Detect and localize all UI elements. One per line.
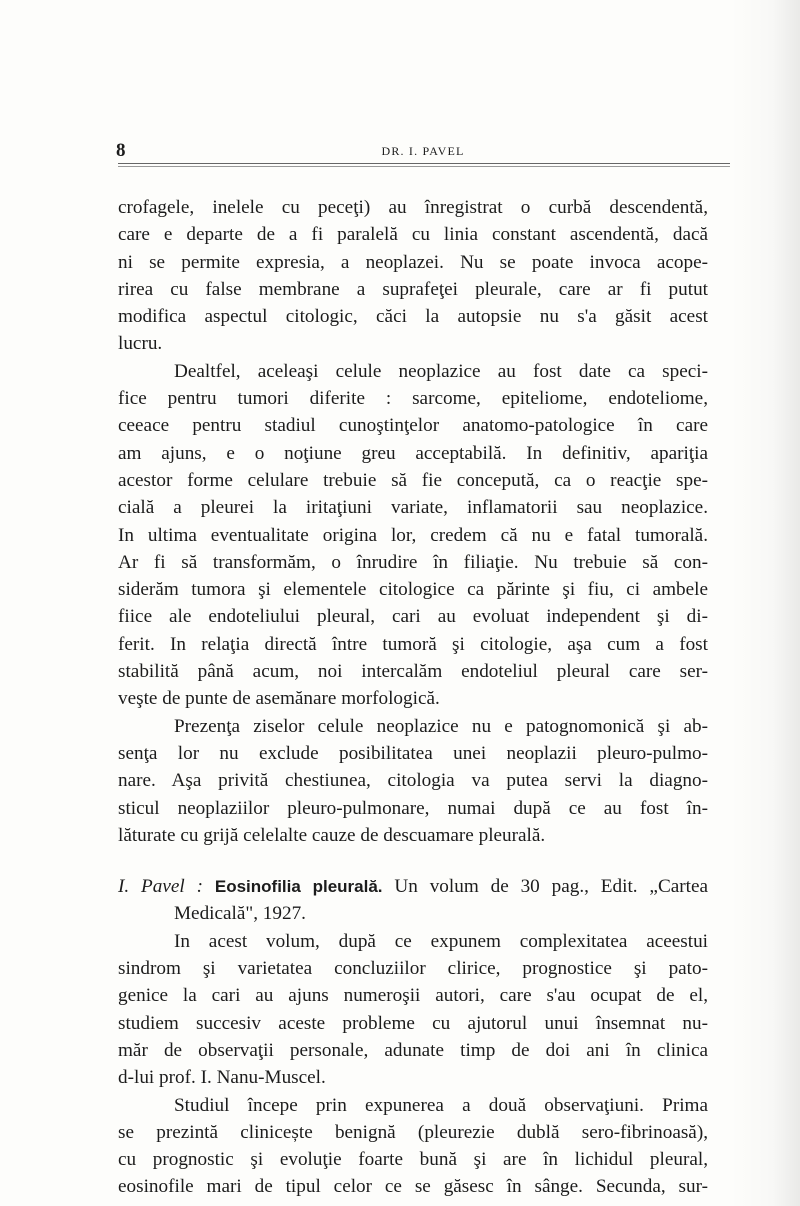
text-line: Dealtfel, aceleaşi celule neoplazice au fost date ca speci- <box>174 360 708 382</box>
text-line: sindrom şi varietatea concluziilor clirice, prognostice şi pato- <box>118 958 708 980</box>
reference-line-2: Medicală", 1927. <box>174 903 306 925</box>
text-line: cială a pleurei la iritaţiuni variate, inflamatorii sau neoplazice. <box>118 497 708 519</box>
text-line: ferit. In relaţia directă între tumoră şi citologie, aşa cum a fost <box>118 633 708 655</box>
text-line: stabilită până acum, noi intercalăm endoteliul pleural care ser- <box>118 661 708 683</box>
text-line: nare. Aşa privită chestiunea, citologia va putea servi la diagno- <box>118 770 708 792</box>
paragraph-2 <box>118 358 708 713</box>
text-line: ceeace pentru stadiul cunoştinţelor anatomo-patologice în care <box>118 415 708 437</box>
reference-title: Eosinofilia pleurală. <box>214 877 383 897</box>
paragraph-1 <box>118 194 708 358</box>
section-gap <box>118 849 708 873</box>
text-line: sticul neoplaziilor pleuro-pulmonare, numai după ce au fost în- <box>118 797 708 819</box>
text-line: In acest volum, după ce expunem complexitatea aceestui <box>174 930 708 952</box>
paragraph-3 <box>118 713 708 849</box>
reference-author: I. Pavel : <box>118 876 203 898</box>
text-line: genice la cari au ajuns numeroşii autori, care s'au ocupat de el, <box>118 985 708 1007</box>
text-line: studiem succesiv aceste probleme cu ajutorul unui însemnat nu- <box>118 1012 708 1034</box>
text-line: Prezenţa ziselor celule neoplazice nu e patognomonică şi ab- <box>174 715 708 737</box>
text-line: Studiul începe prin expunerea a două observaţiuni. Prima <box>174 1094 708 1116</box>
text-line: am ajuns, e o noţiune greu acceptabilă. In definitiv, apariţia <box>118 442 708 464</box>
text-line: d-lui prof. I. Nanu-Muscel. <box>118 1067 326 1089</box>
paragraph-5 <box>118 1092 708 1201</box>
text-line: care e departe de a fi paralelă cu linia constant ascendentă, dacă <box>118 224 708 246</box>
text-line: senţa lor nu exclude posibilitatea unei neoplazii pleuro-pulmo- <box>118 742 708 764</box>
body-text <box>118 194 708 1201</box>
header-rule <box>118 163 730 164</box>
text-line: crofagele, inelele cu peceţi) au înregistrat o curbă descendentă, <box>118 197 708 218</box>
text-line: veşte de punte de asemănare morfologică. <box>118 688 440 710</box>
text-line: măr de observaţii personale, adunate timp de doi ani în clinica <box>118 1039 708 1061</box>
text-line: lăturate cu grijă celelalte cauze de descuamare pleurală. <box>118 824 546 846</box>
text-line: In ultima eventualitate origina lor, credem că nu e fatal tumorală. <box>118 524 708 546</box>
paragraph-4 <box>118 928 708 1092</box>
text-line: rirea cu false membrane a suprafeţei pleurale, care ar fi putut <box>118 278 708 300</box>
text-line: modifica aspectul citologic, căci la autopsie nu s'a găsit acest <box>118 306 708 328</box>
page-header <box>116 140 730 160</box>
text-line: acestor forme celulare trebuie să fie concepută, ca o reacţie spe- <box>118 469 708 491</box>
page-edge-shadow <box>730 0 800 1206</box>
text-line: Ar fi să transformăm, o înrudire în filiaţie. Nu trebuie să con- <box>118 551 708 573</box>
text-line: fiice ale endoteliului pleural, cari au evoluat independent şi di- <box>118 606 708 628</box>
text-line: siderăm tumora şi elementele citologice ca părinte şi fiu, ci ambele <box>118 579 708 601</box>
page-number: 8 <box>116 140 126 161</box>
text-line: se prezintă clinicește benignă (pleurezie dublă sero-fibrinoasă), <box>118 1121 708 1143</box>
text-line: ni se permite expresia, a neoplazei. Nu se poate invoca acope- <box>118 251 708 273</box>
text-line: fice pentru tumori diferite : sarcome, epiteliome, endoteliome, <box>118 388 708 410</box>
header-rule-secondary <box>118 166 730 167</box>
text-line: lucru. <box>118 333 163 355</box>
reference-details: Un volum de 30 pag., Edit. „Cartea <box>394 876 709 898</box>
reference-line <box>118 873 708 900</box>
bibliographic-reference <box>118 873 708 928</box>
text-line: cu prognostic şi evoluţie foarte bună şi are în lichidul pleural, <box>118 1149 708 1171</box>
text-line: eosinofile mari de tipul celor ce se găsesc în sânge. Secunda, sur- <box>118 1176 708 1198</box>
running-head: DR. I. PAVEL <box>381 144 465 158</box>
